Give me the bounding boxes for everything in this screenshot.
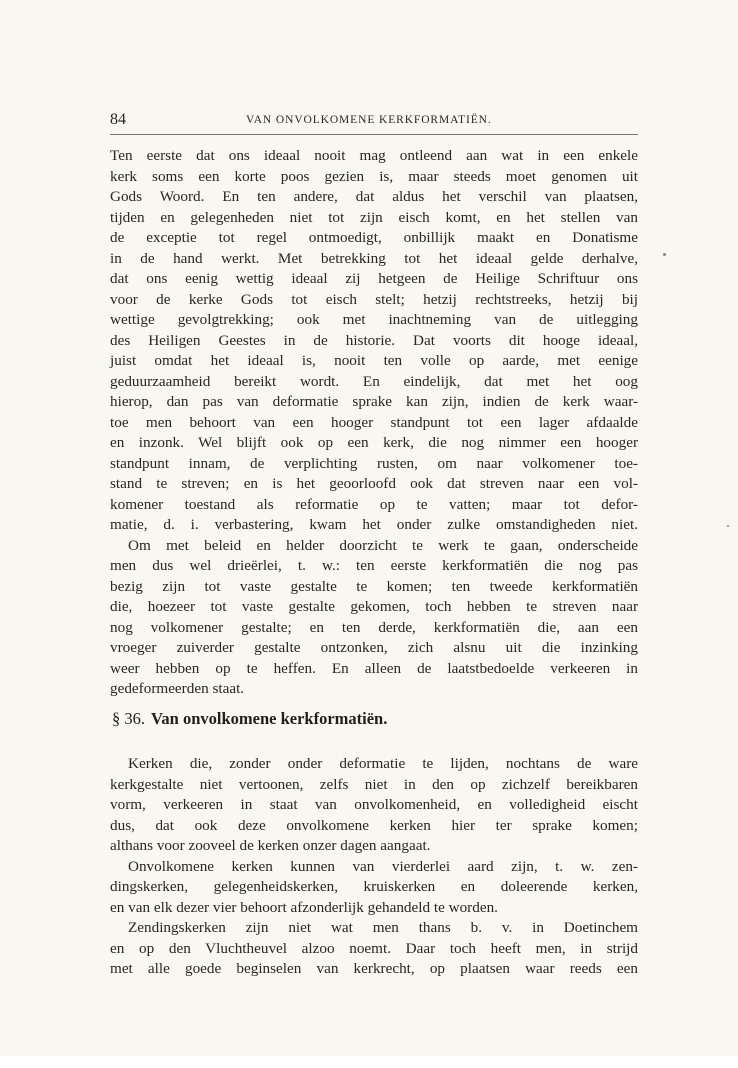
- text-line: die, hoezeer tot vaste gestalte gekomen, toch hebben te streven naar: [110, 598, 638, 615]
- text-line: dat ons eenig wettig ideaal zij hetgeen de Heilige Schriftuur ons: [110, 270, 638, 287]
- running-title: VAN ONVOLKOMENE KERKFORMATIËN.: [246, 114, 492, 126]
- section-heading: [112, 709, 387, 729]
- paper-speck: [663, 253, 666, 256]
- text-line: standpunt innam, de verplichting rusten, om naar volkomener toe-: [110, 454, 638, 472]
- text-line: vroeger zuiverder gestalte ontzonken, zich alsnu uit die inzinking: [110, 639, 638, 656]
- text-line: in de hand werkt. Met betrekking tot het ideaal gelde derhalve,: [110, 249, 638, 267]
- text-line: wettige gevolgtrekking; ook met inachtneming van de uitlegging: [110, 311, 638, 328]
- text-line: komener toestand als reformatie op te vatten; maar tot defor-: [110, 495, 638, 513]
- text-line: vorm, verkeeren in staat van onvolkomenheid, en volledigheid eischt: [110, 796, 638, 813]
- text-line: Kerken die, zonder onder deformatie te lijden, nochtans de ware: [128, 755, 638, 772]
- text-line: de exceptie tot regel ontmoedigt, onbillijk maakt en Donatisme: [110, 229, 638, 246]
- header-rule: [110, 134, 638, 135]
- text-line: met alle goede beginselen van kerkrecht, op plaatsen waar reeds een: [110, 960, 638, 977]
- text-line: bezig zijn tot vaste gestalte te komen; ten tweede kerkformatiën: [110, 577, 638, 595]
- scan-margin: [0, 1056, 738, 1068]
- text-line: Onvolkomene kerken kunnen van vierderlei aard zijn, t. w. zen-: [128, 857, 638, 875]
- text-line: toe men behoort van een hooger standpunt tot een lager afdaalde: [110, 413, 638, 431]
- text-line: Zendingskerken zijn niet wat men thans b. v. in Doetinchem: [128, 919, 638, 936]
- text-line: althans voor zooveel de kerken onzer dagen aangaat.: [110, 837, 431, 854]
- text-line: weer hebben op te heffen. En alleen de laatstbedoelde verkeeren in: [110, 659, 638, 677]
- section-number: § 36.: [112, 709, 145, 728]
- text-line: en van elk dezer vier behoort afzonderlijk gehandeld te worden.: [110, 898, 498, 916]
- text-line: hierop, dan pas van deformatie sprake kan zijn, indien de kerk waar-: [110, 393, 638, 410]
- paragraph: [110, 754, 638, 857]
- paragraph: [110, 146, 638, 536]
- paragraph: [110, 857, 638, 919]
- page-header: [110, 111, 640, 131]
- text-line: gedeformeerden staat.: [110, 680, 245, 697]
- text-line: men dus wel drieërlei, t. w.: ten eerste kerkformatiën die nog pas: [110, 557, 638, 574]
- text-line: nog volkomener gestalte; en ten derde, kerkformatiën die, aan een: [110, 618, 638, 636]
- text-line: geduurzaamheid bereikt wordt. En eindelijk, dat met het oog: [110, 372, 638, 390]
- section-title: Van onvolkomene kerkformatiën.: [151, 709, 388, 728]
- text-line: voor de kerke Gods tot eisch stelt; hetzij rechtstreeks, hetzij bij: [110, 290, 638, 308]
- text-line: en op den Vluchtheuvel alzoo noemt. Daar toch heeft men, in strijd: [110, 939, 638, 957]
- text-line: kerk soms een korte poos gezien is, maar steeds moet genomen uit: [110, 167, 638, 185]
- text-line: stand te streven; en is het geoorloofd ook dat streven naar een vol-: [110, 475, 638, 492]
- body-text-upper: [110, 146, 638, 700]
- text-line: matie, d. i. verbastering, kwam het onder zulke omstandigheden niet.: [110, 516, 638, 533]
- text-line: Om met beleid en helder doorzicht te werk te gaan, onderscheide: [128, 536, 638, 554]
- body-text-lower: [110, 754, 638, 980]
- paper-speck: [727, 525, 729, 527]
- text-line: dus, dat ook deze onvolkomene kerken hier ter sprake komen;: [110, 816, 638, 834]
- text-line: en inzonk. Wel blijft ook op een kerk, die nog nimmer een hooger: [110, 434, 638, 451]
- text-line: des Heiligen Geestes in de historie. Dat voorts dit hooge ideaal,: [110, 331, 638, 349]
- text-line: Gods Woord. En ten andere, dat aldus het verschil van plaatsen,: [110, 188, 638, 205]
- text-line: dingskerken, gelegenheidskerken, kruiskerken en doleerende kerken,: [110, 878, 638, 895]
- paragraph: [110, 918, 638, 980]
- page-number: 84: [110, 111, 126, 128]
- text-line: juist omdat het ideaal is, nooit ten volle op aarde, met eenige: [110, 352, 638, 369]
- text-line: Ten eerste dat ons ideaal nooit mag ontleend aan wat in een enkele: [110, 147, 638, 164]
- paragraph: [110, 536, 638, 700]
- text-line: tijden en gelegenheden niet tot zijn eisch komt, en het stellen van: [110, 208, 638, 226]
- text-line: kerkgestalte niet vertoonen, zelfs niet in den op zichzelf bereikbaren: [110, 775, 638, 793]
